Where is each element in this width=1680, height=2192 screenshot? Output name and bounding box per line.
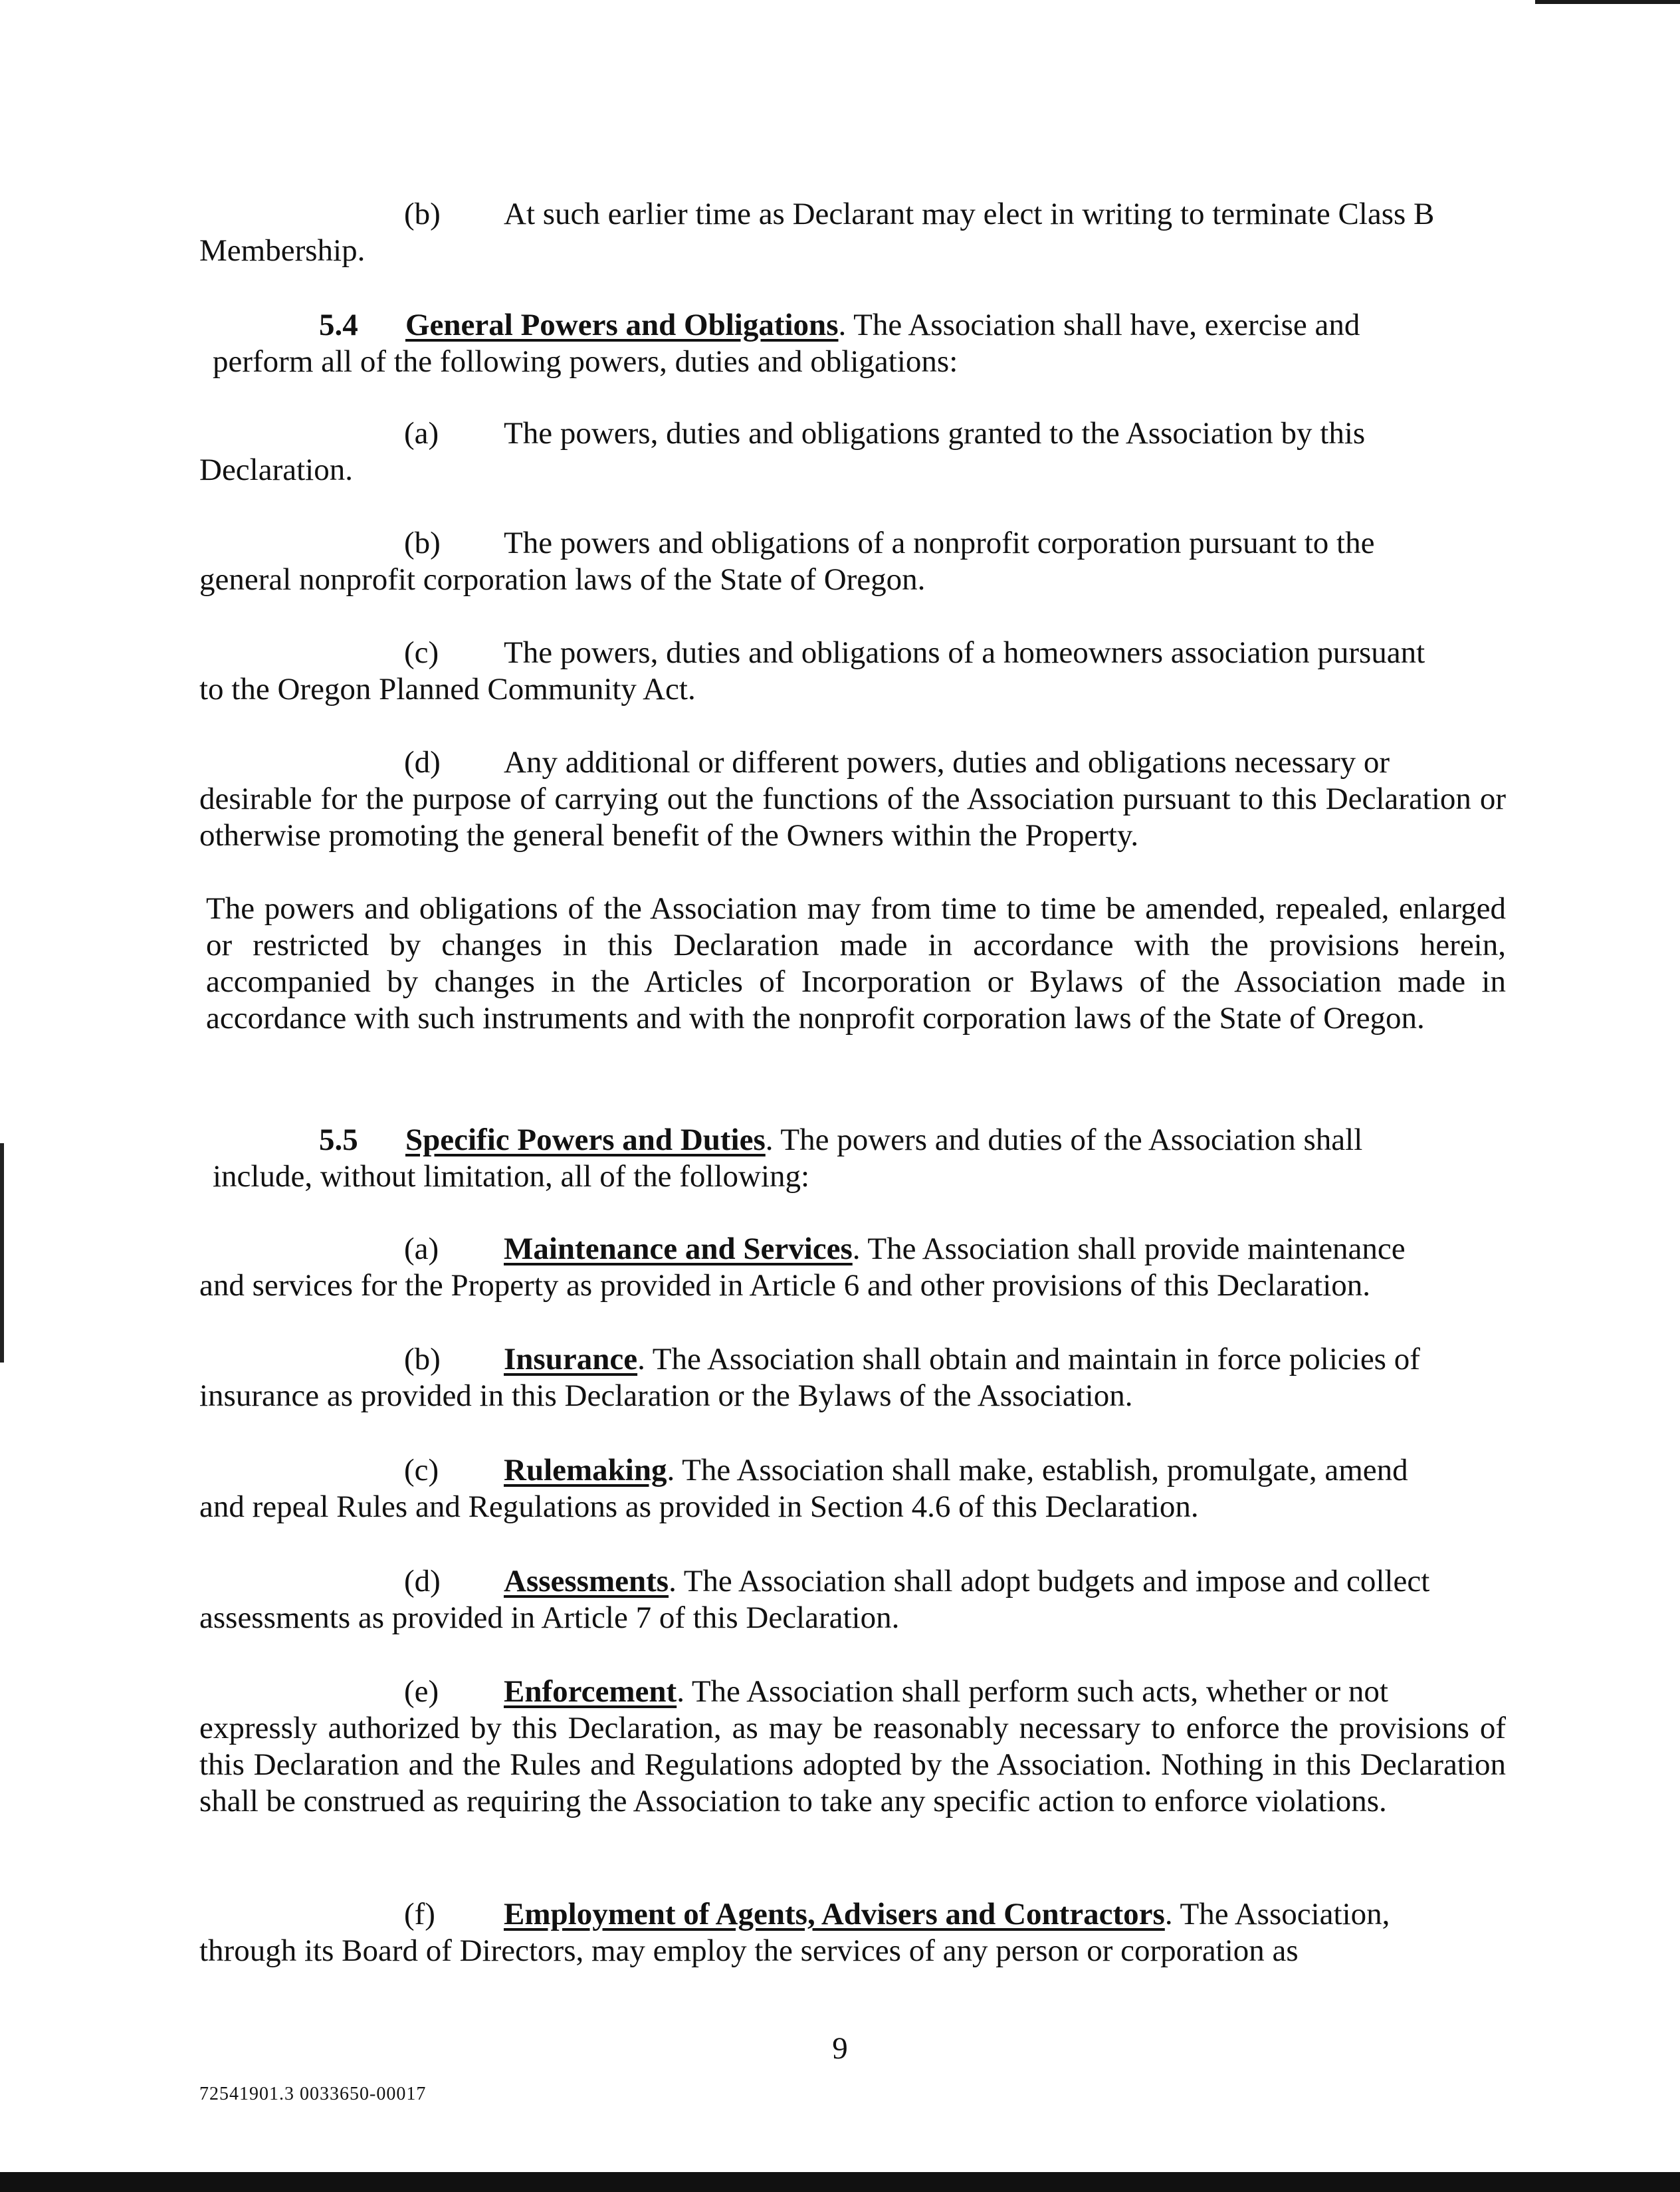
section-heading: General Powers and Obligations [405,308,839,342]
paragraph-text: At such earlier time as Declarant may elect in writing to terminate Class B [504,197,1435,231]
item-label: (e) [404,1674,439,1709]
paragraph-text: . The Association shall perform such acts, whether or not [677,1674,1388,1709]
paragraph-text: to the Oregon Planned Community Act. [199,672,696,707]
paragraph-5-5-c [199,1452,1506,1525]
paragraph-text: Declaration. [199,453,353,487]
paragraph-text: . The Association shall make, establish, promulgate, amend [667,1453,1408,1487]
item-label: (b) [404,197,441,231]
paragraph-5-4-a [199,415,1506,489]
paragraph-text: through its Board of Directors, may employ the services of any person or corporation as [199,1933,1299,1968]
item-heading: Rulemaking [504,1453,667,1487]
item-label: (c) [404,1453,439,1487]
paragraph-text: . The Association, [1164,1897,1390,1931]
item-label: (c) [404,635,439,670]
paragraph-text: insurance as provided in this Declaration or the Bylaws of the Association. [199,1378,1133,1413]
paragraph-text: assessments as provided in Article 7 of this Declaration. [199,1600,900,1635]
item-label: (b) [404,526,441,560]
paragraph-text: . The powers and duties of the Association shall [765,1123,1363,1157]
item-label: (f) [404,1897,435,1931]
paragraph-text: Any additional or different powers, duties and obligations necessary or [504,745,1390,780]
section-heading: Specific Powers and Duties [405,1123,766,1157]
item-label: (b) [404,1342,441,1376]
paragraph-5-5-a [199,1231,1506,1304]
paragraph-text: . The Association shall have, exercise and [838,308,1360,342]
paragraph-text: The powers, duties and obligations granted to the Association by this [504,416,1366,451]
item-heading: Enforcement [504,1674,677,1709]
paragraph-text: desirable for the purpose of carrying out the functions of the Association pursuant to this Declaration or otherwise promoting the general benefit of the Owners within the Property. [199,782,1506,853]
section-5-4 [199,307,1506,380]
paragraph-text: perform all of the following powers, duties and obligations: [213,344,958,379]
item-label: (a) [404,416,439,451]
item-label: (d) [404,1564,441,1598]
paragraph-text: The powers, duties and obligations of a homeowners association pursuant [504,635,1425,670]
paragraph-text: The powers and obligations of a nonprofit corporation pursuant to the [504,526,1375,560]
scan-edge-left [0,1143,4,1363]
paragraph-powers-amendment [206,891,1506,1037]
paragraph-5-5-f [199,1896,1506,1969]
scan-edge-top [1535,0,1680,4]
item-heading: Insurance [504,1342,638,1376]
paragraph-5-3-b [199,196,1506,269]
document-id: 72541901.3 0033650-00017 [199,2084,427,2104]
item-label: (a) [404,1232,439,1266]
item-heading: Maintenance and Services [504,1232,853,1266]
paragraph-text: . The Association shall provide maintenance [852,1232,1406,1266]
paragraph-5-4-c [199,635,1506,708]
paragraph-text: . The Association shall obtain and maintain in force policies of [637,1342,1420,1376]
paragraph-text: . The Association shall adopt budgets and impose and collect [669,1564,1430,1598]
paragraph-5-4-b [199,525,1506,598]
item-heading: Assessments [504,1564,669,1598]
item-heading: Employment of Agents, Advisers and Contractors [504,1897,1165,1931]
paragraph-5-5-d [199,1563,1506,1636]
paragraph-text: and services for the Property as provided in Article 6 and other provisions of this Declaration. [199,1268,1371,1303]
section-number: 5.4 [319,308,358,342]
section-number: 5.5 [319,1123,358,1157]
paragraph-text: include, without limitation, all of the following: [213,1159,810,1194]
paragraph-text: and repeal Rules and Regulations as provided in Section 4.6 of this Declaration. [199,1489,1199,1524]
paragraph-5-5-e [199,1674,1506,1820]
scan-edge-bottom [0,2172,1680,2192]
paragraph-text: general nonprofit corporation laws of the State of Oregon. [199,562,926,597]
item-label: (d) [404,745,441,780]
paragraph-5-4-d [199,744,1506,854]
paragraph-text: The powers and obligations of the Association may from time to time be amended, repealed, enlarged or restricted by changes in this Declaration made in accordance with the provisions herein, accompanied by changes in the Articles of Incorporation or Bylaws of the Association made in accordance with such instruments and with the nonprofit corporation laws of the State of Oregon. [206,891,1506,1036]
paragraph-text: expressly authorized by this Declaration, as may be reasonably necessary to enforce the provisions of this Declaration and the Rules and Regulations adopted by the Association. Nothing in this Declaration shall be construed as requiring the Association to take any specific action to enforce violations. [199,1711,1506,1818]
section-5-5 [199,1122,1506,1195]
paragraph-5-5-b [199,1341,1506,1414]
paragraph-text: Membership. [199,233,366,268]
page-number: 9 [832,2031,848,2066]
